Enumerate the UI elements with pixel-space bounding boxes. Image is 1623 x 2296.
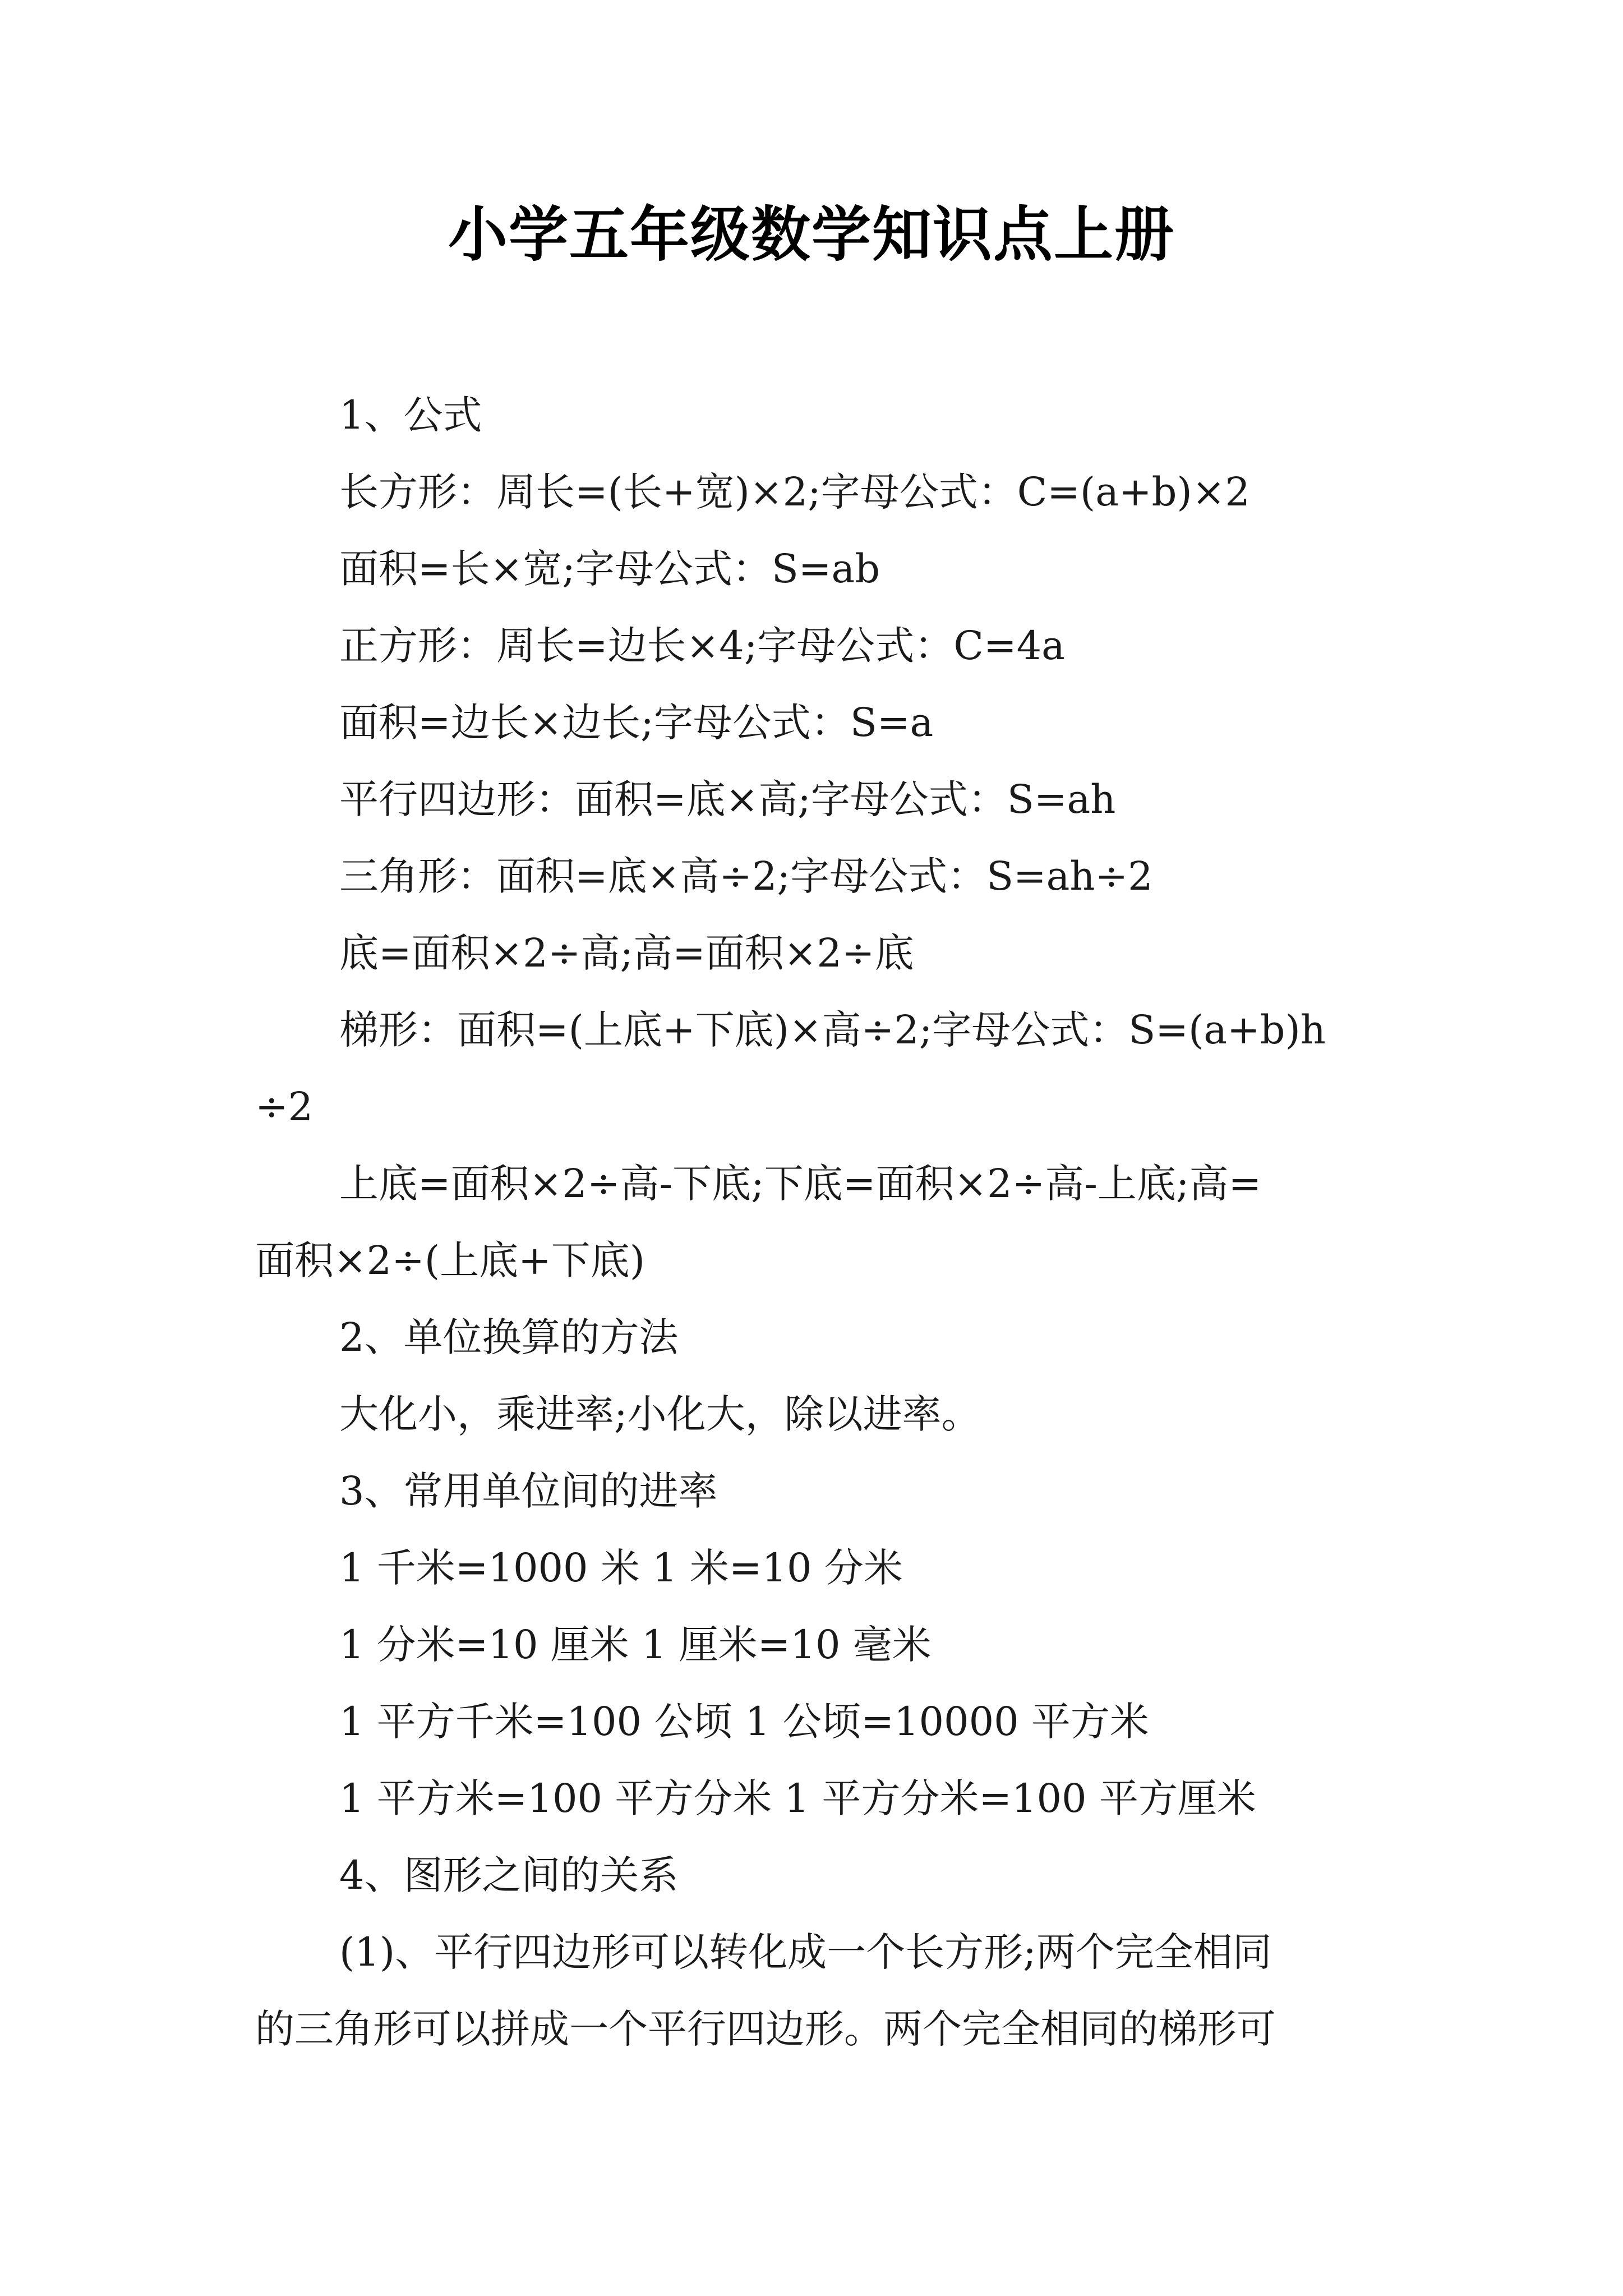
text-line: 1、公式: [339, 392, 482, 438]
text-line: 面积×2÷(上底+下底): [255, 1237, 645, 1283]
text-line: 梯形：面积=(上底+下底)×高÷2;字母公式：S=(a+b)h: [339, 1007, 1326, 1053]
text-line: 底=面积×2÷高;高=面积×2÷底: [339, 930, 914, 976]
text-line: 面积=边长×边长;字母公式：S=a: [339, 700, 934, 746]
text-line: 的三角形可以拼成一个平行四边形。两个完全相同的梯形可: [255, 2006, 1276, 2052]
document-body: [255, 377, 1382, 2068]
text-line: 4、图形之间的关系: [339, 1852, 679, 1898]
text-line: 长方形：周长=(长+宽)×2;字母公式：C=(a+b)×2: [339, 469, 1250, 515]
text-line: 2、单位换算的方法: [339, 1314, 679, 1360]
text-line: 3、常用单位间的进率: [339, 1468, 718, 1514]
text-line: 上底=面积×2÷高-下底;下底=面积×2÷高-上底;高=: [339, 1161, 1262, 1207]
text-line: 三角形：面积=底×高÷2;字母公式：S=ah÷2: [339, 853, 1153, 899]
text-line: 大化小，乘进率;小化大，除以进率。: [339, 1391, 981, 1437]
text-line: 1 平方千米=100 公顷 1 公顷=10000 平方米: [339, 1699, 1149, 1745]
text-line: 正方形：周长=边长×4;字母公式：C=4a: [339, 623, 1065, 669]
document-title: 小学五年级数学知识点上册: [448, 199, 1175, 269]
text-line: 1 平方米=100 平方分米 1 平方分米=100 平方厘米: [339, 1775, 1256, 1821]
text-line: 1 千米=1000 米 1 米=10 分米: [339, 1545, 903, 1591]
text-line: 面积=长×宽;字母公式：S=ab: [339, 546, 880, 592]
text-line: (1)、平行四边形可以转化成一个长方形;两个完全相同: [339, 1929, 1272, 1975]
text-line: 1 分米=10 厘米 1 厘米=10 毫米: [339, 1622, 932, 1668]
text-line: ÷2: [255, 1084, 313, 1130]
text-line: 平行四边形：面积=底×高;字母公式：S=ah: [339, 776, 1116, 822]
